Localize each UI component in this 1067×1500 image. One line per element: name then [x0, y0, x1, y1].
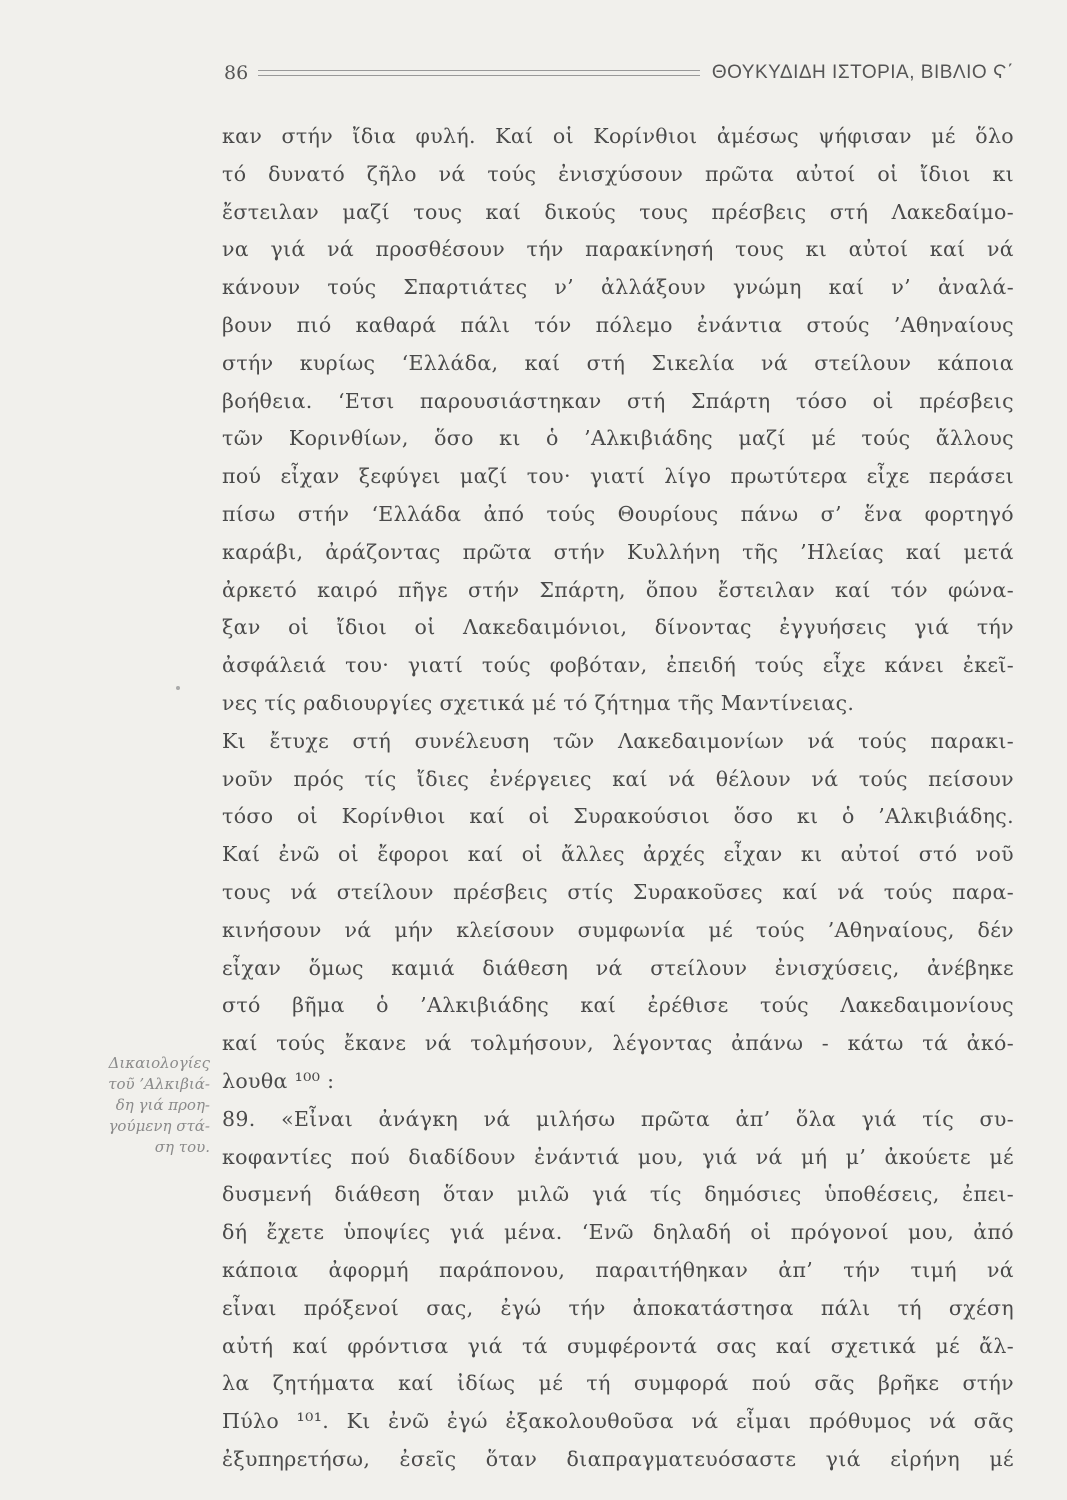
body-line: καράβι, ἀράζοντας πρῶτα στήν Κυλλήνη τῆς ’Ηλείας καί μετά [222, 539, 1014, 564]
body-line: τό δυνατό ζῆλο νά τούς ἐνισχύσουν πρῶτα αὐτοί οἱ ἴδιοι κι [222, 161, 1014, 186]
margin-note [42, 1053, 210, 1158]
body-line: ἀρκετό καιρό πῆγε στήν Σπάρτη, ὅπου ἔστειλαν καί τόν φώνα- [222, 577, 1014, 602]
margin-note-line: τοῦ ’Αλκιβιά- [108, 1075, 210, 1093]
margin-note-line: δη γιά προη- [115, 1096, 210, 1114]
body-line: τόσο οἱ Κορίνθιοι καί οἱ Συρακούσιοι ὅσο κι ὁ ’Αλκιβιάδης. [222, 804, 1014, 829]
body-line: νοῦν πρός τίς ἴδιες ἐνέργειες καί νά θέλουν νά τούς πείσουν [222, 766, 1014, 791]
margin-note-line: ση του. [154, 1138, 210, 1156]
margin-note-line: Δικαιολογίες [108, 1054, 210, 1072]
body-line: ἐξυπηρετήσω, ἐσεῖς ὅταν διαπραγματευόσαστε γιά εἰρήνη μέ [222, 1446, 1014, 1471]
body-line: ἔστειλαν μαζί τους καί δικούς τους πρέσβεις στή Λακεδαίμο- [222, 199, 1014, 224]
body-line: πίσω στήν ‘Ελλάδα ἀπό τούς Θουρίους πάνω σ’ ἕνα φορτηγό [222, 501, 1014, 526]
running-title: ΘΟΥΚΥΔΙΔΗ ΙΣΤΟΡΙΑ, ΒΙΒΛΙΟ Ϛ΄ [711, 62, 1014, 83]
body-line: δή ἔχετε ὑποψίες γιά μένα. ‘Ενῶ δηλαδή οἱ πρόγονοί μου, ἀπό [222, 1220, 1014, 1245]
body-line: κινήσουν νά μήν κλείσουν συμφωνία μέ τούς ’Αθηναίους, δέν [222, 917, 1014, 942]
body-line: κάνουν τούς Σπαρτιάτες ν’ ἀλλάξουν γνώμη καί ν’ ἀναλά- [222, 275, 1014, 300]
body-line: νες τίς ραδιουργίες σχετικά μέ τό ζήτημα τῆς Μαντίνειας. [222, 690, 855, 715]
body-line: Κι ἔτυχε στή συνέλευση τῶν Λακεδαιμονίων νά τούς παρακι- [222, 728, 1014, 753]
body-line: τῶν Κορινθίων, ὅσο κι ὁ ’Αλκιβιάδης μαζί μέ τούς ἄλλους [222, 426, 1014, 451]
body-line: να γιά νά προσθέσουν τήν παρακίνησή τους κι αὐτοί καί νά [222, 237, 1014, 262]
body-line: κοφαντίες πού διαδίδουν ἐνάντιά μου, γιά νά μή μ’ ἀκούετε μέ [222, 1144, 1014, 1169]
body-line: στό βῆμα ὁ ’Αλκιβιάδης καί ἐρέθισε τούς Λακεδαιμονίους [222, 993, 1014, 1018]
page-header [224, 58, 1014, 88]
body-line: βουν πιό καθαρά πάλι τόν πόλεμο ἐνάντια στούς ’Αθηναίους [222, 312, 1014, 337]
header-rule [258, 70, 700, 76]
section-89-start: 89. «Εἶναι ἀνάγκη νά μιλήσω πρῶτα ἀπ’ ὅλα γιά τίς συ- [222, 1106, 1014, 1131]
body-line: ἀσφάλειά του· γιατί τούς φοβόταν, ἐπειδή τούς εἶχε κάνει ἐκεῖ- [222, 653, 1014, 678]
body-line: Καί ἐνῶ οἱ ἔφοροι καί οἱ ἄλλες ἀρχές εἶχαν κι αὐτοί στό νοῦ [222, 842, 1014, 867]
body-line: βοήθεια. ‘Ετσι παρουσιάστηκαν στή Σπάρτη τόσο οἱ πρέσβεις [222, 388, 1014, 413]
body-text [222, 118, 1014, 1479]
body-line: εἶχαν ὅμως καμιά διάθεση νά στείλουν ἐνισχύσεις, ἀνέβηκε [222, 955, 1014, 980]
body-line: στήν κυρίως ‘Ελλάδα, καί στή Σικελία νά στείλουν κάποια [222, 350, 1014, 375]
body-line: λα ζητήματα καί ἰδίως μέ τή συμφορά πού σᾶς βρῆκε στήν [222, 1371, 1014, 1396]
body-line: ξαν οἱ ἴδιοι οἱ Λακεδαιμόνιοι, δίνοντας ἐγγυήσεις γιά τήν [222, 615, 1014, 640]
body-line: καί τούς ἔκανε νά τολμήσουν, λέγοντας ἀπάνω - κάτω τά ἀκό- [222, 1031, 1014, 1056]
page-number: 86 [224, 62, 249, 84]
body-line: κάποια ἀφορμή παράπονου, παραιτήθηκαν ἀπ’ τήν τιμή νά [222, 1257, 1014, 1282]
margin-note-line: γούμενη στά- [108, 1117, 210, 1135]
body-line: καν στήν ἴδια φυλή. Καί οἱ Κορίνθιοι ἀμέσως ψήφισαν μέ ὅλο [222, 124, 1014, 148]
body-line: εἶναι πρόξενοί σας, ἐγώ τήν ἀποκατάστησα πάλι τή σχέση [222, 1295, 1014, 1320]
stray-mark [176, 686, 180, 690]
body-line: δυσμενή διάθεση ὅταν μιλῶ γιά τίς δημόσιες ὑποθέσεις, ἐπει- [222, 1182, 1014, 1207]
body-line: λουθα ¹⁰⁰ : [222, 1068, 335, 1093]
body-line: τους νά στείλουν πρέσβεις στίς Συρακοῦσες καί νά τούς παρα- [222, 879, 1014, 904]
body-line: Πύλο ¹⁰¹. Κι ἐνῶ ἐγώ ἐξακολουθοῦσα νά εἶμαι πρόθυμος νά σᾶς [222, 1409, 1014, 1434]
body-line: αὐτή καί φρόντισα γιά τά συμφέροντά σας καί σχετικά μέ ἄλ- [222, 1333, 1014, 1358]
body-line: πού εἶχαν ξεφύγει μαζί του· γιατί λίγο πρωτύτερα εἶχε περάσει [222, 464, 1014, 489]
